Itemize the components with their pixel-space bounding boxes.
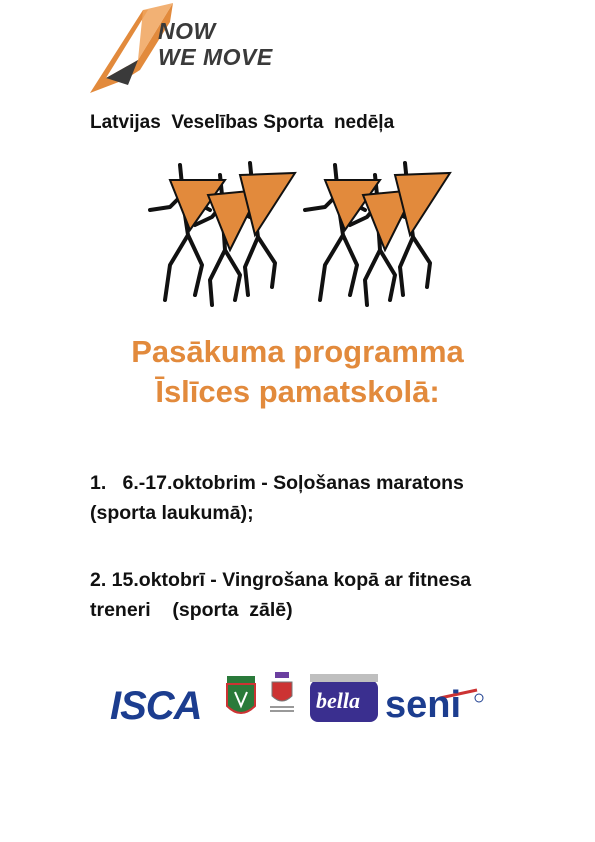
isca-logo: ISCA bbox=[110, 684, 202, 728]
event-subtitle: Latvijas Veselības Sporta nedēļa bbox=[90, 112, 395, 133]
lsfp-shield-icon bbox=[227, 676, 255, 713]
seni-logo: seni bbox=[385, 684, 462, 726]
bella-logo: bella bbox=[316, 688, 360, 713]
program-heading bbox=[0, 332, 595, 412]
running-figures-icon bbox=[140, 155, 460, 315]
program-item-1: 1. 6.-17.oktobrim - Soļošanas maratons (sporta laukumā); bbox=[90, 472, 475, 524]
latvia-coat-of-arms-icon bbox=[270, 672, 294, 712]
logo-wordmark bbox=[158, 18, 273, 70]
logo-line-1: NOW bbox=[158, 18, 216, 44]
heading-line-2: Īslīces pamatskolā: bbox=[155, 374, 440, 409]
program-item-2: 2. 15.oktobrī - Vingrošana kopā ar fitnesa treneri (sporta zālē) bbox=[90, 569, 477, 621]
logo-line-2: WE MOVE bbox=[158, 44, 273, 70]
heading-line-1: Pasākuma programma bbox=[131, 334, 464, 369]
